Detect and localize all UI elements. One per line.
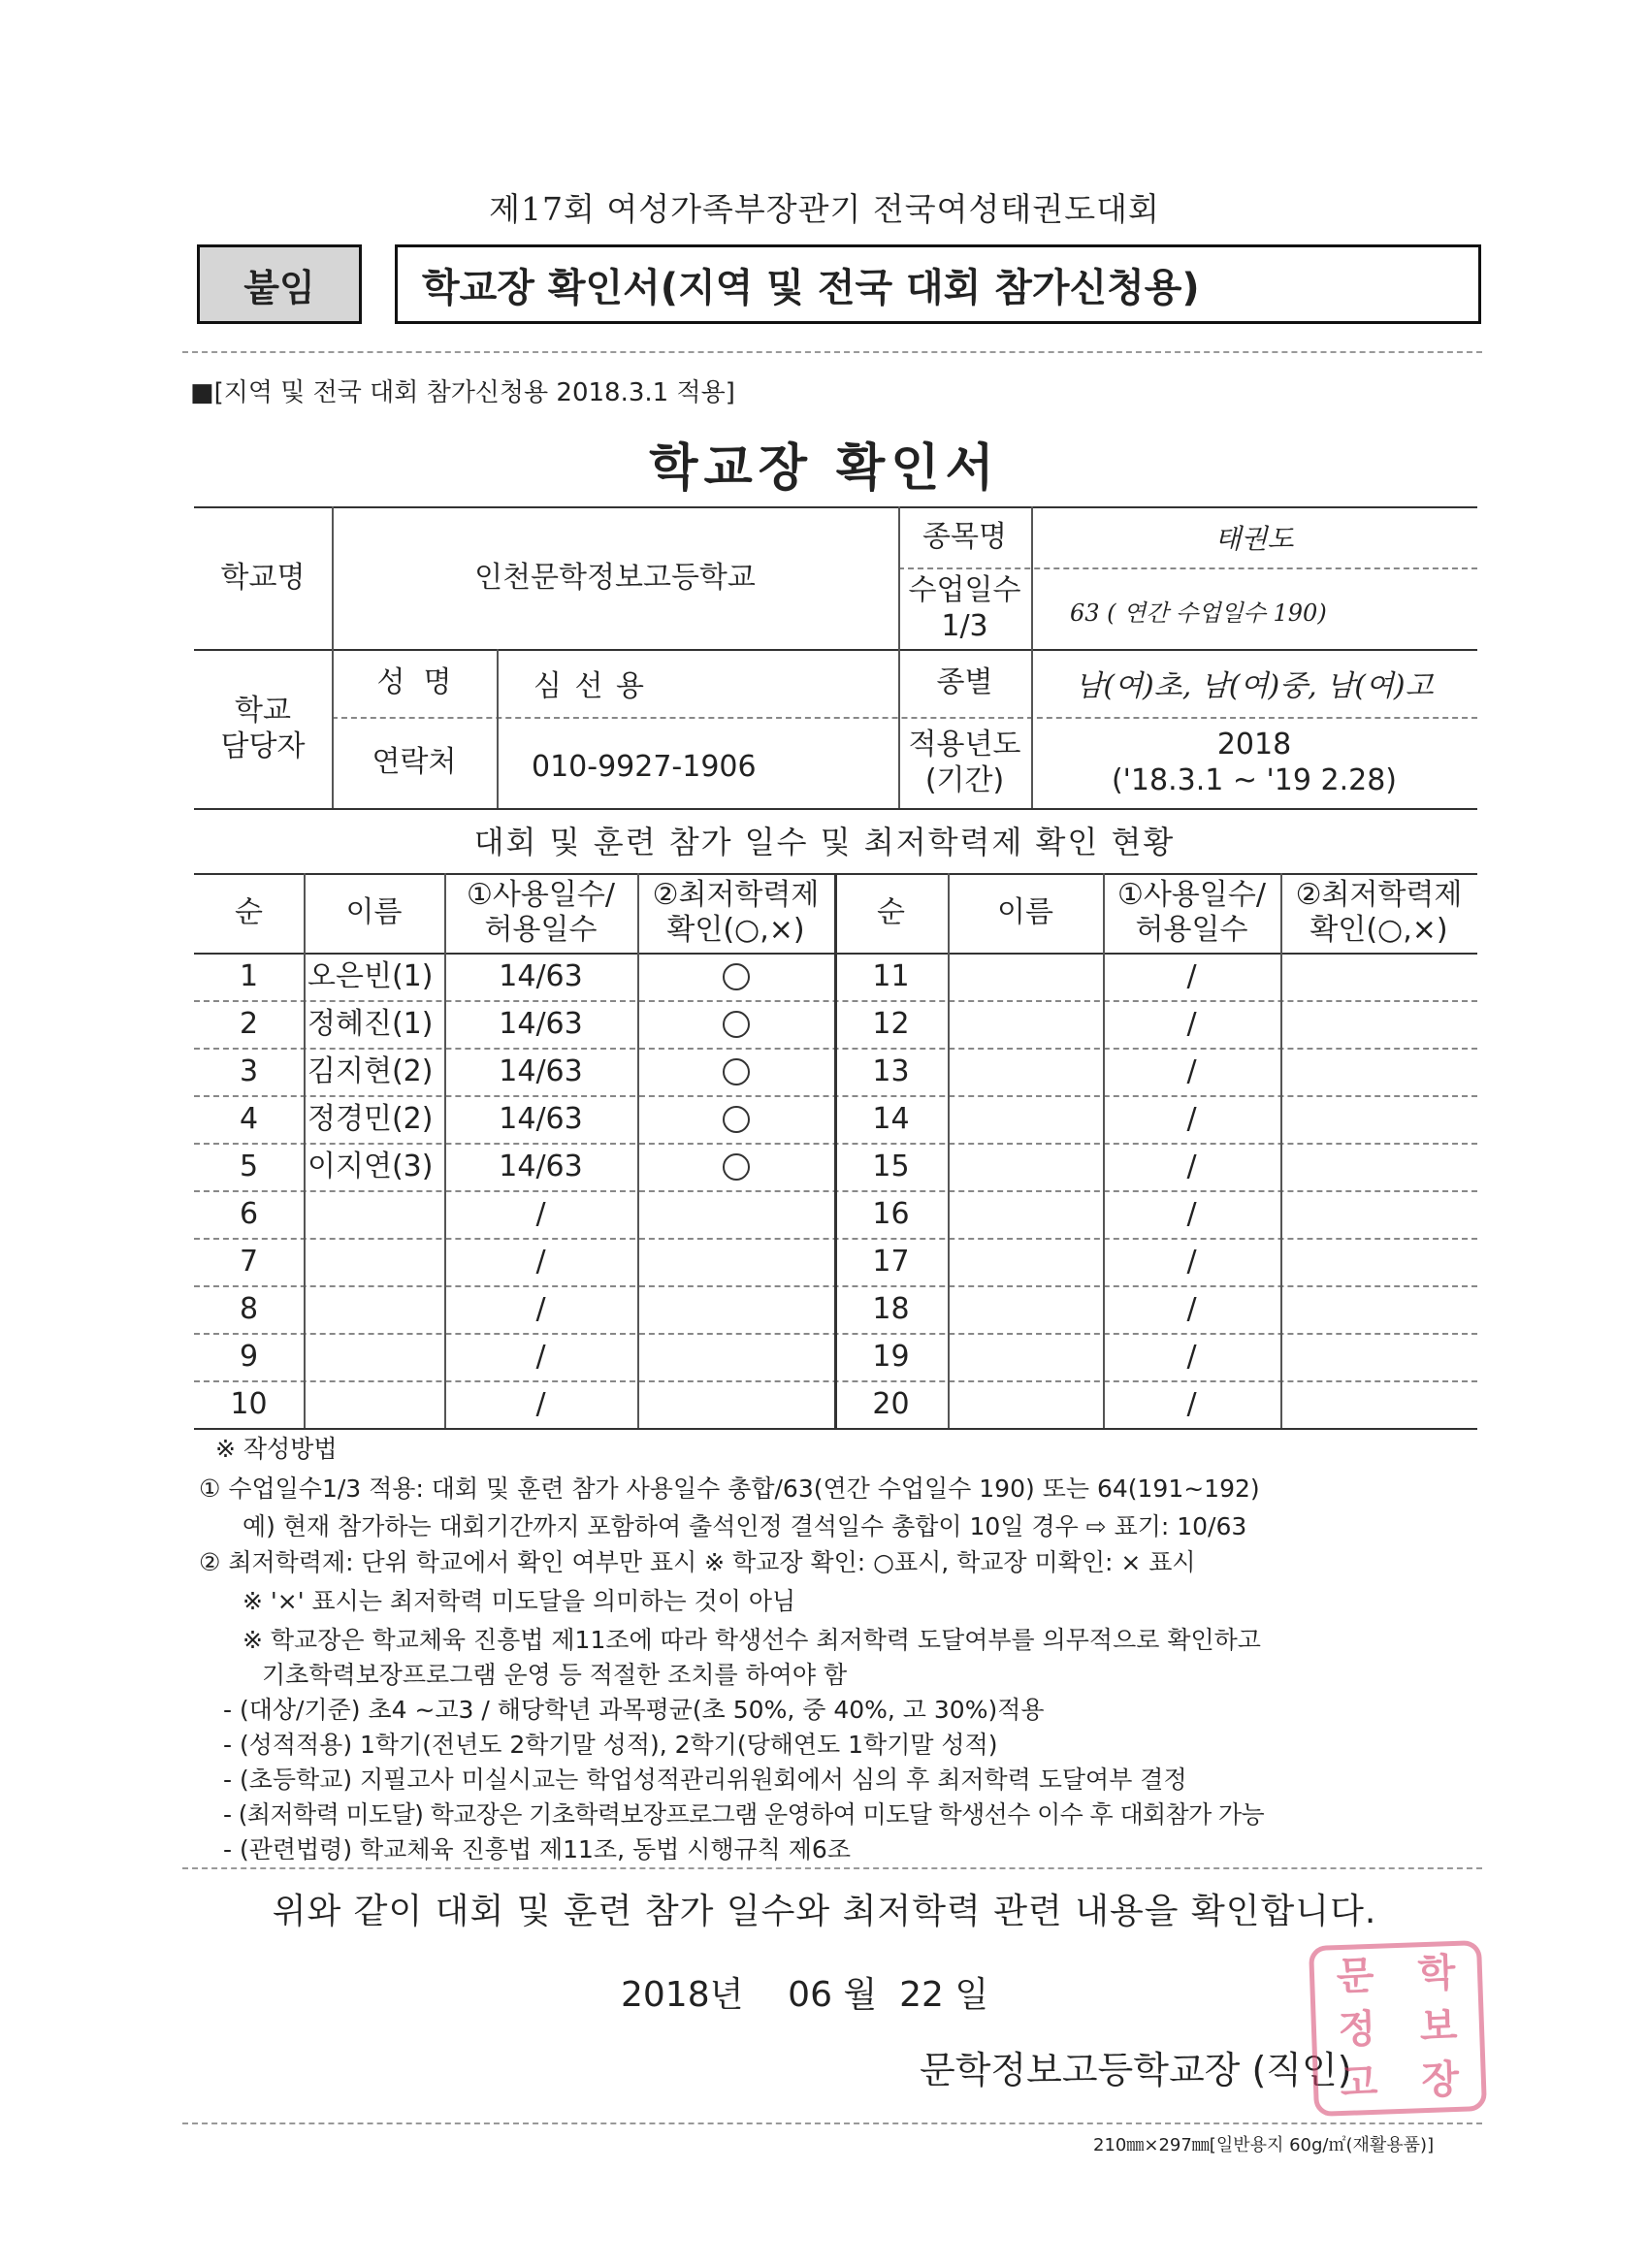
row-days: /	[1186, 1339, 1197, 1374]
row-name	[304, 1333, 444, 1380]
row-days: /	[1186, 1053, 1197, 1088]
row-number: 15	[872, 1149, 910, 1183]
contact-value: 010-9927-1906	[532, 750, 757, 784]
school-name-value: 인천문학정보고등학교	[474, 560, 756, 595]
row-days: /	[1186, 1149, 1197, 1183]
row-days: /	[535, 1386, 546, 1421]
row-days: /	[1186, 958, 1197, 993]
principal-signature: 문학정보고등학교장 (직인)	[920, 2049, 1352, 2091]
row-check	[637, 1380, 834, 1428]
confirmation-text: 위와 같이 대회 및 훈련 참가 일수와 최저학력 관련 내용을 확인합니다.	[272, 1892, 1377, 1931]
instruction-line: ② 최저학력제: 단위 학교에서 확인 여부만 표시 ※ 학교장 확인: ○표시, 학교장 미확인: × 표시	[199, 1548, 1196, 1576]
event-title: 제17회 여성가족부장관기 전국여성태권도대회	[489, 190, 1160, 228]
header-name: 이름	[345, 895, 403, 929]
instruction-line: ※ 학교장은 학교체육 진흥법 제11조에 따라 학생선수 최저학력 도달여부를 의무적으로 확인하고	[242, 1626, 1261, 1654]
paper-spec: 210㎜×297㎜[일반용지 60g/㎡(재활용품)]	[1093, 2135, 1435, 2155]
row-name	[948, 1333, 1103, 1380]
row-check	[1280, 1238, 1477, 1285]
header-no: 순	[877, 895, 905, 929]
row-name: 정혜진(1)	[307, 1006, 434, 1041]
row-number: 5	[239, 1149, 259, 1183]
sport-label: 종목명	[922, 519, 1007, 554]
row-name	[948, 1048, 1103, 1095]
row-number: 12	[872, 1006, 910, 1041]
row-days: /	[1186, 1196, 1197, 1231]
row-days: /	[1186, 1244, 1197, 1279]
row-check	[1280, 1048, 1477, 1095]
class-days-label: 수업일수 1/3	[908, 572, 1021, 643]
row-name	[948, 1000, 1103, 1048]
row-check	[637, 1333, 834, 1380]
row-number: 20	[872, 1386, 910, 1421]
instruction-line: - (성적적용) 1학기(전년도 2학기말 성적), 2학기(당해연도 1학기말 성적)	[223, 1731, 998, 1759]
row-check	[1280, 1333, 1477, 1380]
row-number: 13	[872, 1053, 910, 1088]
row-number: 6	[239, 1196, 259, 1231]
row-number: 16	[872, 1196, 910, 1231]
class-days-value: 63 ( 연간 수업일수 190)	[1070, 599, 1327, 627]
row-days: /	[1186, 1006, 1197, 1041]
row-days: /	[1186, 1101, 1197, 1136]
status-title: 대회 및 훈련 참가 일수 및 최저학력제 확인 현황	[473, 824, 1176, 860]
instruction-line: 예) 현재 참가하는 대회기간까지 포함하여 출석인정 결석일수 총합이 10일 경우 ⇨ 표기: 10/63	[242, 1512, 1247, 1540]
instruction-line: ① 수업일수1/3 적용: 대회 및 훈련 참가 사용일수 총합/63(연간 수업일수 190) 또는 64(191~192)	[199, 1474, 1260, 1503]
check-circle-icon	[723, 963, 750, 990]
row-name	[948, 1143, 1103, 1190]
check-circle-icon	[723, 1153, 750, 1181]
row-check	[1280, 1285, 1477, 1333]
row-name	[948, 953, 1103, 1000]
instruction-line: 기초학력보장프로그램 운영 등 적절한 조치를 하여야 함	[262, 1661, 848, 1689]
row-number: 9	[239, 1339, 259, 1374]
table-rule	[194, 1428, 1477, 1430]
header-days: ①사용일수/ 허용일수	[467, 878, 615, 947]
row-days: 14/63	[499, 1101, 583, 1136]
header-check: ②최저학력제 확인(○,×)	[652, 878, 820, 947]
row-check	[637, 1143, 834, 1190]
row-days: /	[535, 1339, 546, 1374]
row-number: 1	[239, 958, 259, 993]
header-check: ②최저학력제 확인(○,×)	[1295, 878, 1463, 947]
row-number: 4	[239, 1101, 259, 1136]
row-name	[304, 1285, 444, 1333]
row-name	[948, 1238, 1103, 1285]
row-check	[637, 1190, 834, 1238]
header-name: 이름	[997, 895, 1053, 929]
sport-value: 태권도	[1214, 522, 1294, 555]
instruction-line: - (관련법령) 학교체육 진흥법 제11조, 동법 시행규칙 제6조	[223, 1835, 851, 1863]
divider	[182, 2122, 1482, 2124]
row-check	[1280, 1095, 1477, 1143]
divider	[182, 1867, 1482, 1869]
row-check	[1280, 1143, 1477, 1190]
header-days: ①사용일수/ 허용일수	[1117, 878, 1266, 947]
manager-label: 학교 담당자	[220, 693, 306, 763]
row-check	[637, 1238, 834, 1285]
row-name	[304, 1238, 444, 1285]
attachment-badge: 붙임	[197, 244, 362, 324]
row-check	[637, 1048, 834, 1095]
official-seal: 문 학 정 보 고 장	[1309, 1940, 1487, 2117]
row-name	[948, 1095, 1103, 1143]
row-name: 이지연(3)	[307, 1149, 434, 1183]
row-check	[1280, 1000, 1477, 1048]
row-days: 14/63	[499, 1006, 583, 1041]
confirmation-date: 2018년 06 월 22 일	[621, 1975, 989, 2015]
row-name	[304, 1380, 444, 1428]
apply-year-value: 2018 ('18.3.1 ~ '19 2.28)	[1111, 727, 1398, 797]
row-days: 14/63	[499, 958, 583, 993]
row-check	[1280, 1380, 1477, 1428]
row-name: 오은빈(1)	[307, 958, 434, 993]
row-days: /	[1186, 1291, 1197, 1326]
row-name	[948, 1380, 1103, 1428]
row-days: /	[1186, 1386, 1197, 1421]
row-check	[637, 953, 834, 1000]
row-days: /	[535, 1244, 546, 1279]
instruction-line: ※ '×' 표시는 최저학력 미도달을 의미하는 것이 아님	[242, 1587, 796, 1615]
row-number: 11	[872, 958, 910, 993]
row-days: 14/63	[499, 1053, 583, 1088]
row-name: 정경민(2)	[307, 1101, 434, 1136]
apply-year-label: 적용년도 (기간)	[908, 727, 1021, 797]
row-number: 3	[239, 1053, 259, 1088]
division-label: 종별	[936, 665, 993, 700]
document-title: 학교장 확인서	[649, 439, 1000, 498]
application-note: ■[지역 및 전국 대회 참가신청용 2018.3.1 적용]	[190, 378, 735, 407]
check-circle-icon	[723, 1106, 750, 1133]
manager-name-value: 심 선 용	[534, 669, 647, 703]
row-number: 19	[872, 1339, 910, 1374]
row-number: 2	[239, 1006, 259, 1041]
row-name: 김지현(2)	[307, 1053, 434, 1088]
instruction-line: - (대상/기준) 초4 ~고3 / 해당학년 과목평균(초 50%, 중 40%, 고 30%)적용	[223, 1696, 1045, 1724]
row-check	[1280, 1190, 1477, 1238]
row-number: 10	[230, 1386, 268, 1421]
row-number: 18	[872, 1291, 910, 1326]
row-days: 14/63	[499, 1149, 583, 1183]
row-number: 14	[872, 1101, 910, 1136]
row-days: /	[535, 1291, 546, 1326]
instruction-line: ※ 작성방법	[215, 1435, 338, 1463]
instruction-line: - (최저학력 미도달) 학교장은 기초학력보장프로그램 운영하여 미도달 학생선수 이수 후 대회참가 가능	[223, 1800, 1265, 1829]
row-check	[1280, 953, 1477, 1000]
check-circle-icon	[723, 1011, 750, 1038]
school-name-label: 학교명	[220, 560, 306, 595]
manager-name-label: 성 명	[376, 665, 452, 700]
row-check	[637, 1095, 834, 1143]
header-no: 순	[235, 895, 263, 929]
instruction-line: - (초등학교) 지필고사 미실시교는 학업성적관리위원회에서 심의 후 최저학력 도달여부 결정	[223, 1766, 1187, 1794]
document-heading: 학교장 확인서(지역 및 전국 대회 참가신청용)	[395, 244, 1481, 324]
row-check	[637, 1285, 834, 1333]
row-name	[948, 1190, 1103, 1238]
row-name	[304, 1190, 444, 1238]
row-number: 8	[239, 1291, 259, 1326]
contact-label: 연락처	[372, 745, 457, 780]
check-circle-icon	[723, 1058, 750, 1085]
row-check	[637, 1000, 834, 1048]
row-name	[948, 1285, 1103, 1333]
divider	[182, 351, 1482, 353]
row-number: 7	[239, 1244, 259, 1279]
row-days: /	[535, 1196, 546, 1231]
row-number: 17	[872, 1244, 910, 1279]
division-value: 남(여)초, 남(여)중, 남(여)고	[1075, 669, 1434, 703]
